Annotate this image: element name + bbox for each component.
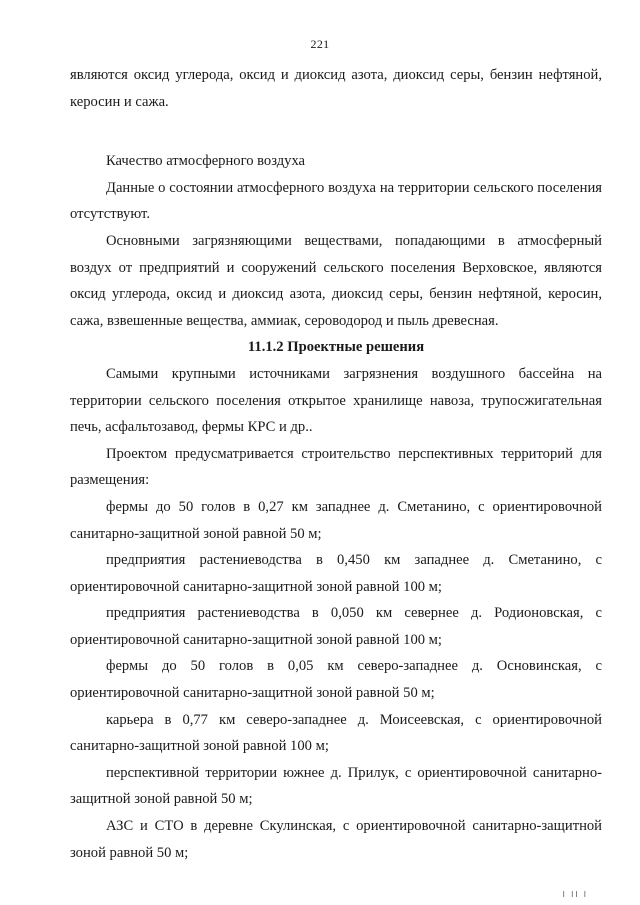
list-item-quarry-moiseevskaya: карьера в 0,77 км северо-западнее д. Моисеевская, с ориентировочной санитарно-защитной зоной равной 100 м;: [70, 711, 602, 755]
list-item-farm-osnovinskaya: фермы до 50 голов в 0,05 км северо-западнее д. Основинская, с ориентировочной санитарно-защитной зоной равной 50 м;: [70, 658, 602, 702]
list-item-farm-smetanino: фермы до 50 голов в 0,27 км западнее д. Сметанино, с ориентировочной санитарно-защитной зоной равной 50 м;: [70, 498, 602, 542]
paragraph-continuation: являются оксид углерода, оксид и диоксид азота, диоксид серы, бензин нефтяной, керосин и сажа.: [70, 67, 602, 110]
section-label: Качество атмосферного воздуха: [106, 153, 306, 170]
paragraph-pollutants: Основными загрязняющими веществами, попадающими в атмосферный воздух от предприятий и сооружений сельского поселения Верховское, являются оксид углерода, оксид и диоксид азота, диоксид серы, бензин нефтяной, керосин, сажа, взвешенные вещества, аммиак, сероводород и пыль древесная.: [70, 232, 602, 329]
list-item-gas-station-skulinskaya: АЗС и СТО в деревне Скулинская, с ориентировочной санитарно-защитной зоной равной 50 м;: [70, 818, 602, 861]
paragraph-project-intro: Проектом предусматривается строительство перспективных территорий для размещения:: [70, 445, 602, 489]
footer-mark: І ІІ І: [562, 890, 588, 899]
list-item-crop-smetanino: предприятия растениеводства в 0,450 км западнее д. Сметанино, с ориентировочной санитарно-защитной зоной равной 100 м;: [70, 552, 602, 595]
blank-gap: [70, 115, 602, 148]
paragraph-sources: Самыми крупными источниками загрязнения воздушного бассейна на территории сельского поселения открытое хранилище навоза, трупосжигательная печь, асфальтозавод, фермы КРС и др..: [70, 365, 602, 436]
page-number: 221: [310, 37, 330, 51]
paragraph-air-data: Данные о состоянии атмосферного воздуха на территории сельского поселения отсутствуют.: [70, 179, 602, 223]
list-item-crop-rodionovskaya: предприятия растениеводства в 0,050 км севернее д. Родионовская, с ориентировочной санитарно-защитной зоной равной 100 м;: [70, 605, 602, 648]
document-body: [70, 62, 602, 866]
list-item-territory-priluk: перспективной территории южнее д. Прилук, с ориентировочной санитарно-защитной зоной равной 50 м;: [70, 764, 602, 808]
section-heading: 11.1.2 Проектные решения: [247, 339, 425, 356]
